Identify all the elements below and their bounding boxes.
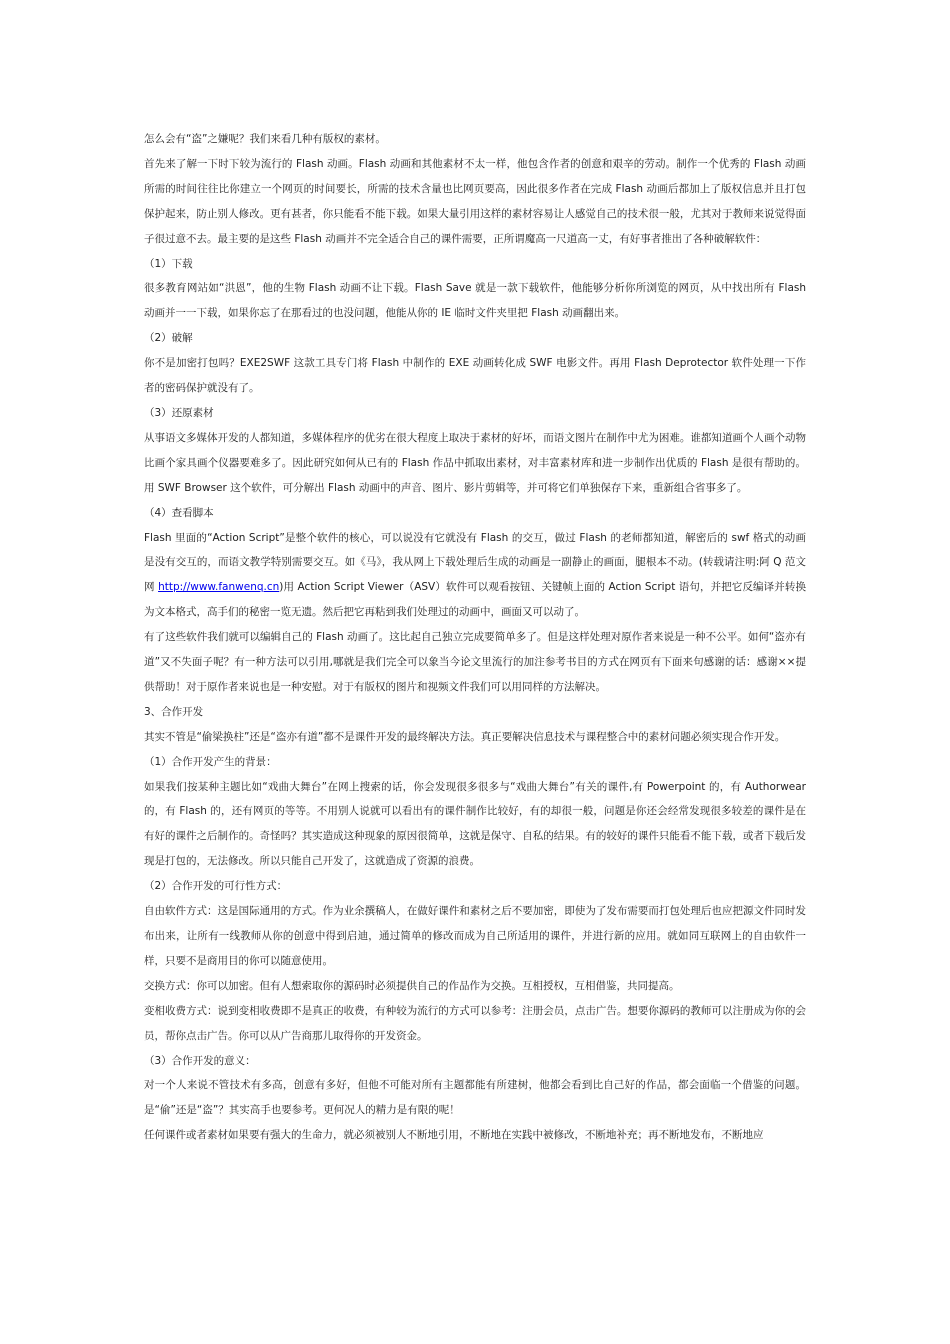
heading-crack: （2）破解 bbox=[144, 332, 193, 345]
paragraph-intro: 怎么会有“盗”之嫌呢？我们来看几种有版权的素材。 bbox=[144, 133, 386, 145]
website-link[interactable]: http://www.fanwenq.cn bbox=[158, 581, 280, 594]
paragraph-editing: 有了这些软件我们就可以编辑自己的 Flash 动画了。这比起自己独立完成要简单多了。但是这样处理对原作者来说是一种不公平。如何“盗亦有道”又不失面子呢？有一种方法可以引用,哪就是我们完全可以象当今论文里流行的加注参考书目的方式在网页有下面来句感谢的话：感谢××提供帮助！对于原作者来说也是一种安慰。对于有版权的图片和视频文件我们可以用同样的方法解决。 bbox=[144, 631, 806, 693]
paragraph-cooperation: 其实不管是“偷梁换柱”还是“盗亦有道”都不是课件开发的最终解决方法。真正要解决信息技术与课程整合中的素材问题必须实现合作开发。 bbox=[144, 730, 786, 743]
document-body bbox=[144, 127, 806, 1148]
heading-cooperation: 3、合作开发 bbox=[144, 705, 204, 718]
heading-significance: （3）合作开发的意义： bbox=[144, 1054, 256, 1067]
paragraph-free-software: 自由软件方式：这是国际通用的方式。作为业余撰稿人，在做好课件和素材之后不要加密，即使为了发布需要而打包处理后也应把源文件同时发布出来，让所有一线教师从你的创意中得到启迪，通过简单的修改而成为自己所适用的课件，并进行新的应用。就如同互联网上的自由软件一样，只要不是商用目的你可以随意使用。 bbox=[144, 905, 806, 967]
paragraph-exchange: 交换方式：你可以加密。但有人想索取你的源码时必须提供自己的作品作为交换。互相授权，互相借鉴，共同提高。 bbox=[144, 979, 680, 992]
heading-restore: （3）还原素材 bbox=[144, 406, 214, 419]
paragraph-final: 任何课件或者素材如果要有强大的生命力，就必须被别人不断地引用，不断地在实践中被修改，不断地补充；再不断地发布，不断地应 bbox=[144, 1129, 764, 1142]
heading-download: （1）下载 bbox=[144, 257, 193, 270]
paragraph-significance: 对一个人来说不管技术有多高，创意有多好，但他不可能对所有主题都能有所建树，他都会看到比自己好的作品，都会面临一个借鉴的问题。是“偷”还是“盗”？其实高手也要参考。更何况人的精力是有限的呢！ bbox=[144, 1079, 806, 1117]
paragraph-crack: 你不是加密打包吗？EXE2SWF 这款工具专门将 Flash 中制作的 EXE 动画转化成 SWF 电影文件。再用 Flash Deprotector 软件处理一下作者的密码保护就没有了。 bbox=[144, 357, 806, 395]
paragraph-download: 很多教育网站如“洪恩”，他的生物 Flash 动画不让下载。Flash Save 就是一款下载软件，他能够分析你所浏览的网页，从中找出所有 Flash 动画并一一下载，如果你忘了在那看过的也没问题，他能从你的 IE 临时文件夹里把 Flash 动画翻出来。 bbox=[144, 282, 806, 320]
paragraph-flash-overview: 首先来了解一下时下较为流行的 Flash 动画。Flash 动画和其他素材不太一样，他包含作者的创意和艰辛的劳动。制作一个优秀的 Flash 动画所需的时间往往比你建立一个网页的时间要长，所需的技术含量也比网页要高，因此很多作者在完成 Flash 动画后都加上了版权信息并且打包保护起来，防止别人修改。更有甚者，你只能看不能下载。如果大量引用这样的素材容易让人感觉自己的技术很一般，尤其对于教师来说觉得面子很过意不去。最主要的是这些 Flash 动画并不完全适合自己的课件需要，正所谓魔高一尺道高一丈，有好事者推出了各种破解软件： bbox=[144, 157, 806, 245]
paragraph-restore: 从事语文多媒体开发的人都知道，多媒体程序的优劣在很大程度上取决于素材的好坏，而语文图片在制作中尤为困难。谁都知道画个人画个动物比画个家具画个仪器要难多了。因此研究如何从已有的 Flash 作品中抓取出素材，对丰富素材库和进一步制作出优质的 Flash 是很有帮助的。用 SWF Browser 这个软件，可分解出 Flash 动画中的声音、图片、影片剪辑等，并可将它们单独保存下来，重新组合省事多了。 bbox=[144, 431, 806, 494]
paragraph-background: 如果我们按某种主题比如“戏曲大舞台”在网上搜索的话，你会发现很多很多与“戏曲大舞台”有关的课件,有 Powerpoint 的，有 Authorwear 的，有 Flash 的，还有网页的等等。不用别人说就可以看出有的课件制作比较好，有的却很一般，问题是你还会经常发现很多较差的课件是在有好的课件之后制作的。奇怪吗？其实造成这种现象的原因很简单，这就是保守、自私的结果。有的较好的课件只能看不能下载，或者下载后发现是打包的，无法修改。所以只能自己开发了，这就造成了资源的浪费。 bbox=[144, 780, 806, 868]
paragraph-fee: 变相收费方式：说到变相收费即不是真正的收费，有种较为流行的方式可以参考：注册会员，点击广告。想要你源码的教师可以注册成为你的会员，帮你点击广告。你可以从广告商那儿取得你的开发资金。 bbox=[144, 1004, 806, 1042]
script-text-before: Flash 里面的“Action Script”是整个软件的核心，可以说没有它就没有 Flash 的交互，做过 Flash 的老师都知道，解密后的 swf 格式的动画是没有交互的，而语文教学特别需要交互。如《马》，我从网上下载处理后生成的动画是一副静止的画面，腿根本不动。(转载请注明:阿 Q 范文网 bbox=[144, 531, 806, 594]
heading-script: （4）查看脚本 bbox=[144, 506, 214, 519]
script-text-after: )用 Action Script Viewer（ASV）软件可以观看按钮、关键帧上面的 Action Script 语句，并把它反编译并转换为文本格式，高手们的秘密一览无遗。然后把它再粘到我们处理过的动画中，画面又可以动了。 bbox=[144, 581, 806, 619]
paragraph-script bbox=[144, 526, 806, 626]
heading-feasibility: （2）合作开发的可行性方式： bbox=[144, 880, 288, 893]
heading-background: （1）合作开发产生的背景： bbox=[144, 755, 277, 768]
